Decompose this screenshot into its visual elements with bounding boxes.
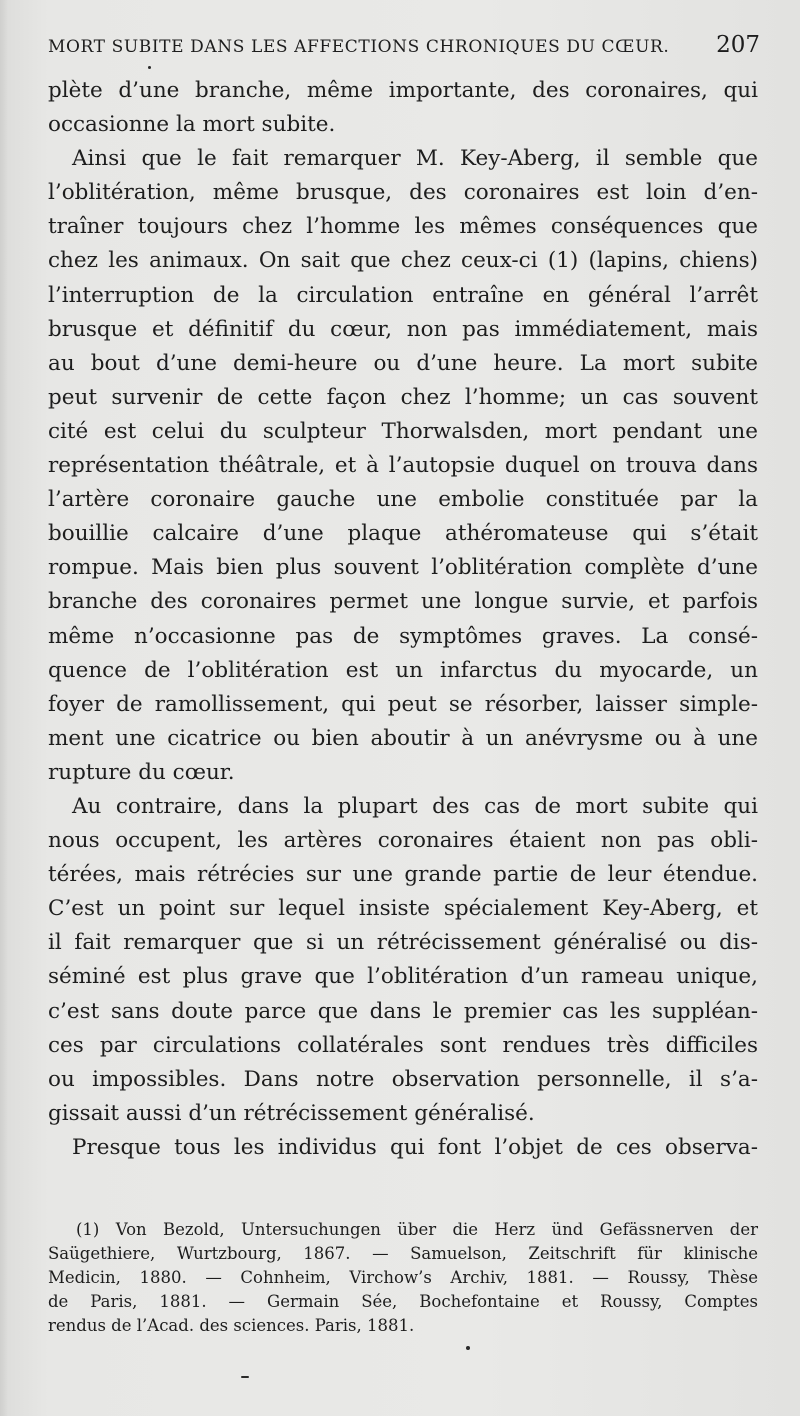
text-line: il fait remarquer que si un rétrécissement généralisé ou dis- [48, 930, 758, 956]
text-line: branche des coronaires permet une longue survie, et parfois [48, 589, 758, 615]
text-line: nous occupent, les artères coronaires étaient non pas obli- [48, 828, 758, 854]
text-line: térées, mais rétrécies sur une grande partie de leur étendue. [48, 862, 758, 888]
text-line: occasionne la mort subite. [48, 112, 336, 138]
text-line: peut survenir de cette façon chez l’homme; un cas souvent [48, 384, 758, 410]
footnote-line: de Paris, 1881. — Germain Sée, Bochefontaine et Roussy, Comptes [48, 1292, 758, 1311]
text-line: plète d’une branche, même importante, des coronaires, qui [48, 78, 758, 103]
text-line: ment une cicatrice ou bien aboutir à un anévrysme ou à une [48, 725, 758, 751]
footnotes [48, 1218, 758, 1338]
text-line: même n’occasionne pas de symptômes graves. La consé- [48, 623, 758, 649]
footnote-line: (1) Von Bezold, Untersuchungen über die Herz ünd Gefässnerven der [76, 1220, 758, 1239]
body-text [48, 74, 758, 1165]
text-line: l’artère coronaire gauche une embolie constituée par la [48, 487, 758, 513]
text-line: Ainsi que le fait remarquer M. Key-Aberg, il semble que [72, 146, 758, 172]
text-line: bouillie calcaire d’une plaque athéromateuse qui s’était [48, 521, 758, 547]
page-edge-shadow [0, 0, 8, 1416]
scan-speck [148, 66, 151, 69]
text-line: brusque et définitif du cœur, non pas immédiatement, mais [48, 316, 758, 342]
text-line: traîner toujours chez l’homme les mêmes conséquences que [48, 214, 758, 240]
text-line: l’interruption de la circulation entraîne en général l’arrêt [48, 282, 758, 308]
text-line: chez les animaux. On sait que chez ceux-ci (1) (lapins, chiens) [48, 248, 758, 274]
text-line: ou impossibles. Dans notre observation personnelle, il s’a- [48, 1066, 758, 1092]
text-line: ces par circulations collatérales sont rendues très difficiles [48, 1032, 758, 1058]
footnote-line: rendus de l’Acad. des sciences. Paris, 1881. [48, 1316, 415, 1335]
text-line: quence de l’oblitération est un infarctus du myocarde, un [48, 657, 758, 683]
text-line: c’est sans doute parce que dans le premier cas les suppléan- [48, 998, 758, 1024]
scan-speck [466, 1346, 470, 1350]
footnote-line: Saügethiere, Wurtzbourg, 1867. — Samuelson, Zeitschrift für klinische [48, 1244, 758, 1263]
text-line: rompue. Mais bien plus souvent l’oblitération complète d’une [48, 555, 758, 581]
text-line: rupture du cœur. [48, 759, 235, 785]
text-line: Presque tous les individus qui font l’objet de ces observa- [72, 1134, 758, 1160]
text-line: représentation théâtrale, et à l’autopsie duquel on trouva dans [48, 453, 758, 479]
scan-speck [241, 1376, 249, 1378]
text-line: cité est celui du sculpteur Thorwalsden, mort pendant une [48, 418, 758, 444]
page-number: 207 [716, 32, 760, 58]
page-header [48, 32, 760, 72]
footnote-line: Medicin, 1880. — Cohnheim, Virchow’s Archiv, 1881. — Roussy, Thèse [48, 1268, 758, 1287]
text-line: l’oblitération, même brusque, des coronaires est loin d’en- [48, 180, 758, 206]
text-line: séminé est plus grave que l’oblitération d’un rameau unique, [48, 964, 758, 990]
text-line: C’est un point sur lequel insiste spécialement Key-Aberg, et [48, 896, 758, 922]
text-line: Au contraire, dans la plupart des cas de mort subite qui [72, 793, 758, 819]
running-head: MORT SUBITE DANS LES AFFECTIONS CHRONIQUES DU CŒUR. [48, 37, 670, 57]
text-line: gissait aussi d’un rétrécissement généralisé. [48, 1100, 535, 1126]
text-line: foyer de ramollissement, qui peut se résorber, laisser simple- [48, 691, 758, 717]
text-line: au bout d’une demi-heure ou d’une heure. La mort subite [48, 350, 758, 376]
